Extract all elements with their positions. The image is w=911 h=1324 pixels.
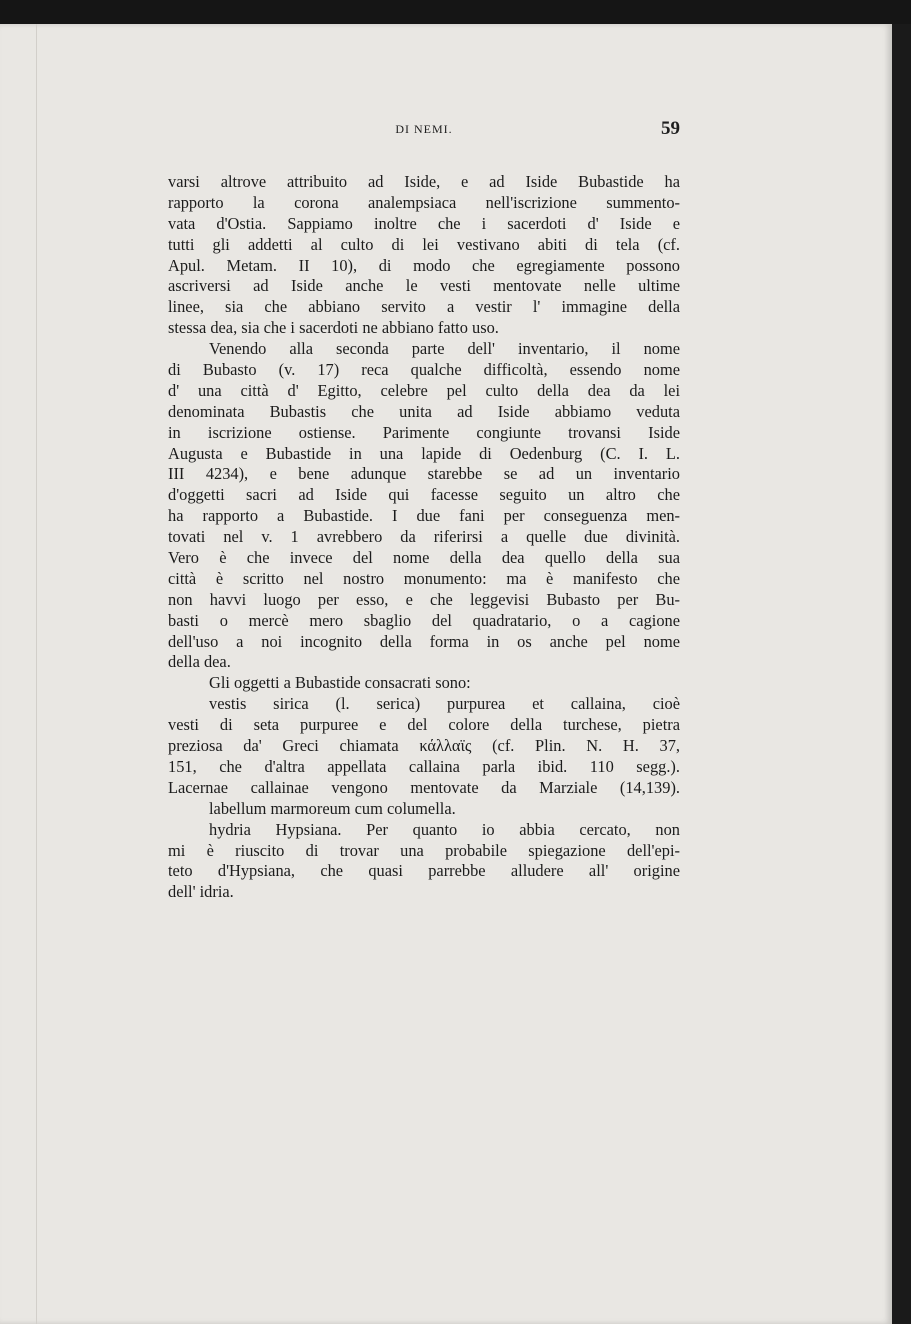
text-line: rapporto la corona analempsiaca nell'iscrizione summento- [168, 192, 680, 212]
text-line: varsi altrove attribuito ad Iside, e ad Iside Bubastide ha [168, 172, 680, 191]
text-line: ascriversi ad Iside anche le vesti mentovate nelle ultime [168, 276, 680, 296]
text-line: 151, che d'altra appellata callaina parla ibid. 110 segg.). [168, 756, 680, 776]
text-line: basti o mercè mero sbaglio del quadratario, o a cagione [168, 610, 680, 630]
text-line: dell'uso a noi incognito della forma in os anche pel nome [168, 631, 680, 651]
text-line: hydria Hypsiana. Per quanto io abbia cercato, non [209, 819, 680, 839]
scan-border [0, 0, 911, 24]
text-line: linee, sia che abbiano servito a vestir l' immagine della [168, 297, 680, 317]
text-line: teto d'Hypsiana, che quasi parrebbe alludere all' origine [168, 861, 680, 881]
text-line: vata d'Ostia. Sappiamo inoltre che i sacerdoti d' Iside e [168, 213, 680, 233]
text-line: mi è riuscito di trovar una probabile spiegazione dell'epi- [168, 840, 680, 860]
text-line: d'oggetti sacri ad Iside qui facesse seguito un altro che [168, 485, 680, 505]
page-header [168, 118, 680, 144]
text-line: Vero è che invece del nome della dea quello della sua [168, 548, 680, 568]
text-line: non havvi luogo per esso, e che leggevisi Bubasto per Bu- [168, 589, 680, 609]
page-fold-edge [36, 24, 37, 1324]
text-line: Gli oggetti a Bubastide consacrati sono: [209, 673, 471, 693]
text-line: della dea. [168, 652, 231, 672]
text-line: Augusta e Bubastide in una lapide di Oedenburg (C. I. L. [168, 443, 680, 463]
text-line: dell' idria. [168, 882, 234, 902]
text-line: in iscrizione ostiense. Parimente congiunte trovansi Iside [168, 422, 680, 442]
text-line: Lacernae callainae vengono mentovate da Marziale (14,139). [168, 777, 680, 797]
text-line: labellum marmoreum cum columella. [209, 798, 456, 818]
text-line: III 4234), e bene adunque starebbe se ad un inventario [168, 464, 680, 484]
text-line: Apul. Metam. II 10), di modo che egregiamente possono [168, 255, 680, 275]
text-line: di Bubasto (v. 17) reca qualche difficoltà, essendo nome [168, 360, 680, 380]
page-number: 59 [661, 118, 680, 139]
text-line: vesti di seta purpuree e del colore della turchese, pietra [168, 715, 680, 735]
text-line: ha rapporto a Bubastide. I due fani per conseguenza men- [168, 506, 680, 526]
text-line: preziosa da' Greci chiamata κάλλαϊς (cf. Plin. N. H. 37, [168, 736, 680, 756]
text-line: tutti gli addetti al culto di lei vestivano abiti di tela (cf. [168, 234, 680, 254]
text-line: tovati nel v. 1 avrebbero da riferirsi a quelle due divinità. [168, 527, 680, 547]
body-text [168, 172, 680, 903]
text-line: vestis sirica (l. serica) purpurea et callaina, cioè [209, 694, 680, 714]
text-line: stessa dea, sia che i sacerdoti ne abbiano fatto uso. [168, 318, 499, 338]
text-line: città è scritto nel nostro monumento: ma è manifesto che [168, 568, 680, 588]
text-line: d' una città d' Egitto, celebre pel culto della dea da lei [168, 380, 680, 400]
text-line: denominata Bubastis che unita ad Iside abbiamo veduta [168, 401, 680, 421]
text-line: Venendo alla seconda parte dell' inventario, il nome [209, 339, 680, 359]
running-head: DI NEMI. [395, 122, 453, 136]
